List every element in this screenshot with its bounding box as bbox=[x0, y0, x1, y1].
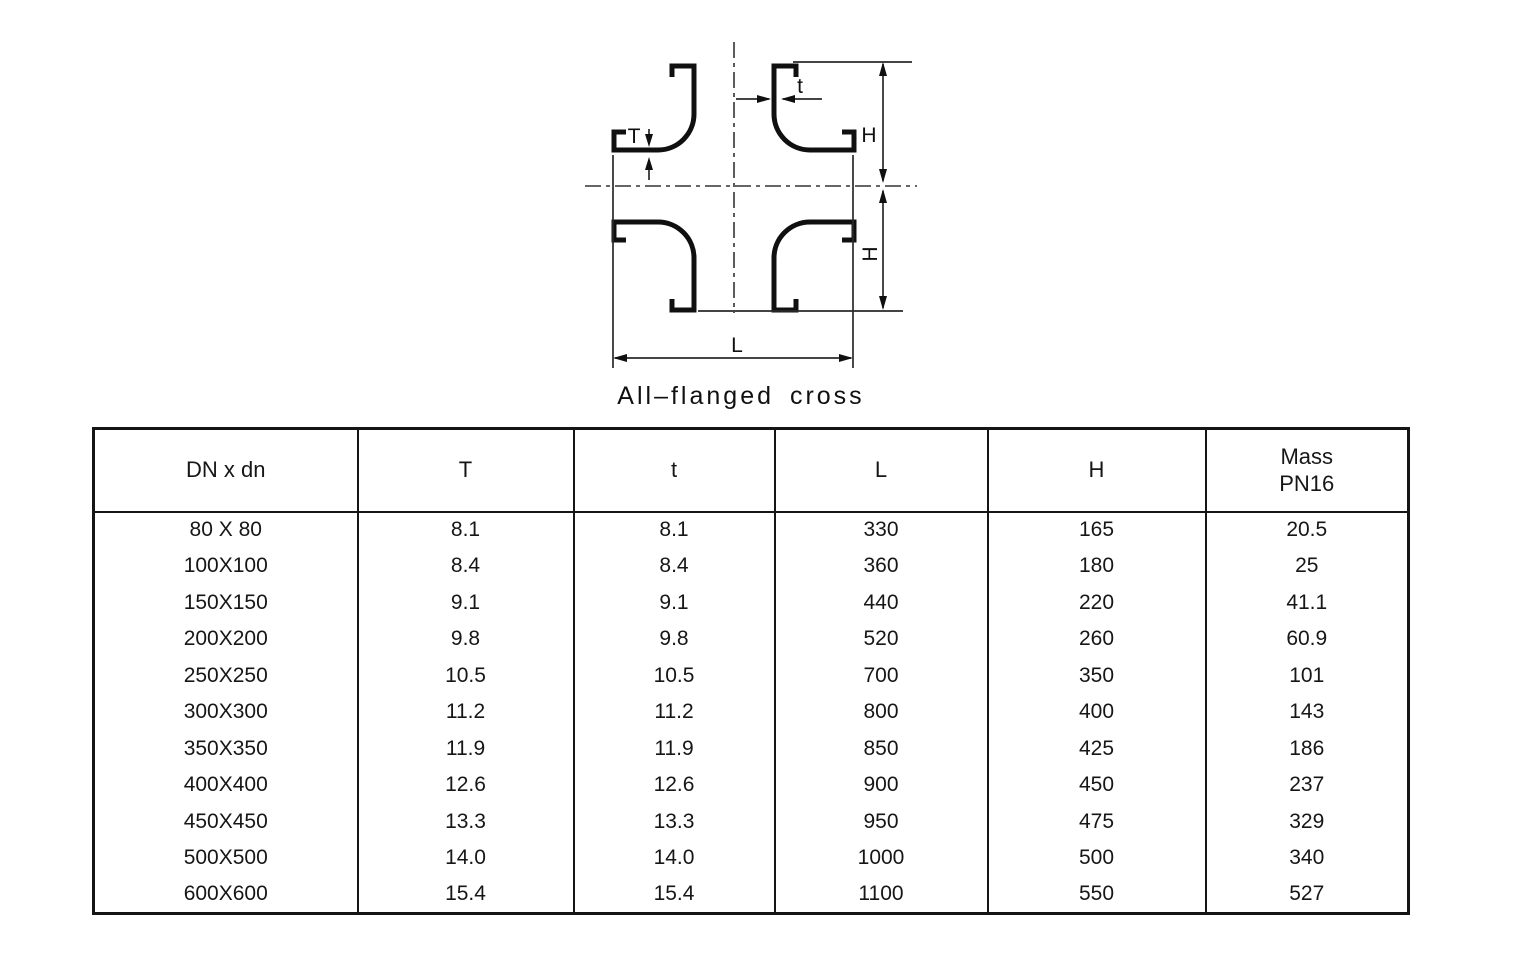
cell-T: 11.2 bbox=[358, 694, 574, 731]
cell-L: 440 bbox=[775, 585, 988, 622]
dim-label-t: t bbox=[797, 75, 803, 98]
cell-dn: 350X350 bbox=[94, 731, 358, 768]
cell-L: 900 bbox=[775, 767, 988, 804]
table-row bbox=[94, 877, 1409, 914]
cell-mass: 340 bbox=[1206, 840, 1409, 877]
cell-t: 11.9 bbox=[574, 731, 775, 768]
column-header-mass-line1: Mass bbox=[1280, 443, 1334, 469]
cell-H: 180 bbox=[988, 548, 1206, 585]
table-row bbox=[94, 512, 1409, 549]
cell-dn: 450X450 bbox=[94, 804, 358, 841]
arrow-up-icon bbox=[879, 189, 887, 203]
cell-H: 425 bbox=[988, 731, 1206, 768]
cell-mass: 25 bbox=[1206, 548, 1409, 585]
drawing-caption: All–flanged cross bbox=[617, 382, 865, 410]
table-row bbox=[94, 804, 1409, 841]
cell-T: 12.6 bbox=[358, 767, 574, 804]
arrow-down-icon bbox=[645, 134, 653, 147]
cell-L: 360 bbox=[775, 548, 988, 585]
cell-H: 450 bbox=[988, 767, 1206, 804]
flanged-cross-drawing bbox=[0, 0, 1529, 425]
arrow-up-icon bbox=[645, 157, 653, 170]
cell-t: 8.1 bbox=[574, 512, 775, 549]
cell-T: 14.0 bbox=[358, 840, 574, 877]
table-row bbox=[94, 621, 1409, 658]
cell-L: 950 bbox=[775, 804, 988, 841]
cell-L: 850 bbox=[775, 731, 988, 768]
table-row bbox=[94, 840, 1409, 877]
cell-T: 9.8 bbox=[358, 621, 574, 658]
cell-mass: 143 bbox=[1206, 694, 1409, 731]
table-header-row bbox=[94, 429, 1409, 512]
table-row bbox=[94, 585, 1409, 622]
arrow-up-icon bbox=[879, 62, 887, 76]
arrow-down-icon bbox=[879, 296, 887, 310]
cell-dn: 150X150 bbox=[94, 585, 358, 622]
cell-T: 11.9 bbox=[358, 731, 574, 768]
body-profile-top-left bbox=[614, 66, 694, 150]
body-profile-bottom-right bbox=[774, 222, 854, 310]
cell-L: 520 bbox=[775, 621, 988, 658]
dim-label-h-lower: H bbox=[859, 246, 882, 262]
body-profile-bottom-left bbox=[614, 222, 694, 310]
cell-H: 350 bbox=[988, 658, 1206, 695]
cell-t: 10.5 bbox=[574, 658, 775, 695]
cell-dn: 200X200 bbox=[94, 621, 358, 658]
cell-mass: 101 bbox=[1206, 658, 1409, 695]
cell-dn: 100X100 bbox=[94, 548, 358, 585]
arrow-down-icon bbox=[879, 169, 887, 183]
cell-t: 13.3 bbox=[574, 804, 775, 841]
cell-dn: 250X250 bbox=[94, 658, 358, 695]
table-row bbox=[94, 658, 1409, 695]
cell-T: 15.4 bbox=[358, 877, 574, 914]
cell-mass: 329 bbox=[1206, 804, 1409, 841]
column-header-L: L bbox=[775, 429, 988, 512]
table-row bbox=[94, 731, 1409, 768]
cell-mass: 186 bbox=[1206, 731, 1409, 768]
dim-label-h-upper: H bbox=[861, 124, 877, 147]
table-row bbox=[94, 767, 1409, 804]
cell-t: 9.8 bbox=[574, 621, 775, 658]
cell-L: 1000 bbox=[775, 840, 988, 877]
column-header-H: H bbox=[988, 429, 1206, 512]
cell-t: 9.1 bbox=[574, 585, 775, 622]
arrow-right-icon bbox=[839, 354, 853, 362]
cell-t: 11.2 bbox=[574, 694, 775, 731]
cell-H: 220 bbox=[988, 585, 1206, 622]
cell-H: 165 bbox=[988, 512, 1206, 549]
arrow-left-icon bbox=[781, 95, 795, 103]
cell-L: 330 bbox=[775, 512, 988, 549]
cell-L: 700 bbox=[775, 658, 988, 695]
cell-H: 475 bbox=[988, 804, 1206, 841]
cell-mass: 20.5 bbox=[1206, 512, 1409, 549]
cell-t: 15.4 bbox=[574, 877, 775, 914]
column-header-t: t bbox=[574, 429, 775, 512]
dimension-table bbox=[92, 427, 1410, 915]
cell-t: 8.4 bbox=[574, 548, 775, 585]
cell-dn: 80 X 80 bbox=[94, 512, 358, 549]
cell-H: 550 bbox=[988, 877, 1206, 914]
cell-mass: 237 bbox=[1206, 767, 1409, 804]
column-header-mass bbox=[1206, 429, 1409, 512]
dim-label-T: T bbox=[627, 125, 641, 148]
cell-T: 10.5 bbox=[358, 658, 574, 695]
cell-L: 800 bbox=[775, 694, 988, 731]
cell-t: 14.0 bbox=[574, 840, 775, 877]
arrow-right-icon bbox=[757, 95, 771, 103]
cell-dn: 500X500 bbox=[94, 840, 358, 877]
column-header-mass-line2: PN16 bbox=[1279, 471, 1335, 497]
cell-dn: 300X300 bbox=[94, 694, 358, 731]
cell-H: 500 bbox=[988, 840, 1206, 877]
cell-H: 260 bbox=[988, 621, 1206, 658]
table-row bbox=[94, 694, 1409, 731]
cell-H: 400 bbox=[988, 694, 1206, 731]
cell-T: 9.1 bbox=[358, 585, 574, 622]
cell-t: 12.6 bbox=[574, 767, 775, 804]
cell-L: 1100 bbox=[775, 877, 988, 914]
column-header-dn: DN x dn bbox=[94, 429, 358, 512]
cell-mass: 60.9 bbox=[1206, 621, 1409, 658]
cell-mass: 527 bbox=[1206, 877, 1409, 914]
table-row bbox=[94, 548, 1409, 585]
body-profile-top-right bbox=[774, 66, 854, 150]
cell-T: 13.3 bbox=[358, 804, 574, 841]
cell-dn: 600X600 bbox=[94, 877, 358, 914]
column-header-T: T bbox=[358, 429, 574, 512]
cell-mass: 41.1 bbox=[1206, 585, 1409, 622]
cell-T: 8.4 bbox=[358, 548, 574, 585]
arrow-left-icon bbox=[613, 354, 627, 362]
dim-label-l: L bbox=[731, 334, 743, 357]
cell-T: 8.1 bbox=[358, 512, 574, 549]
cell-dn: 400X400 bbox=[94, 767, 358, 804]
